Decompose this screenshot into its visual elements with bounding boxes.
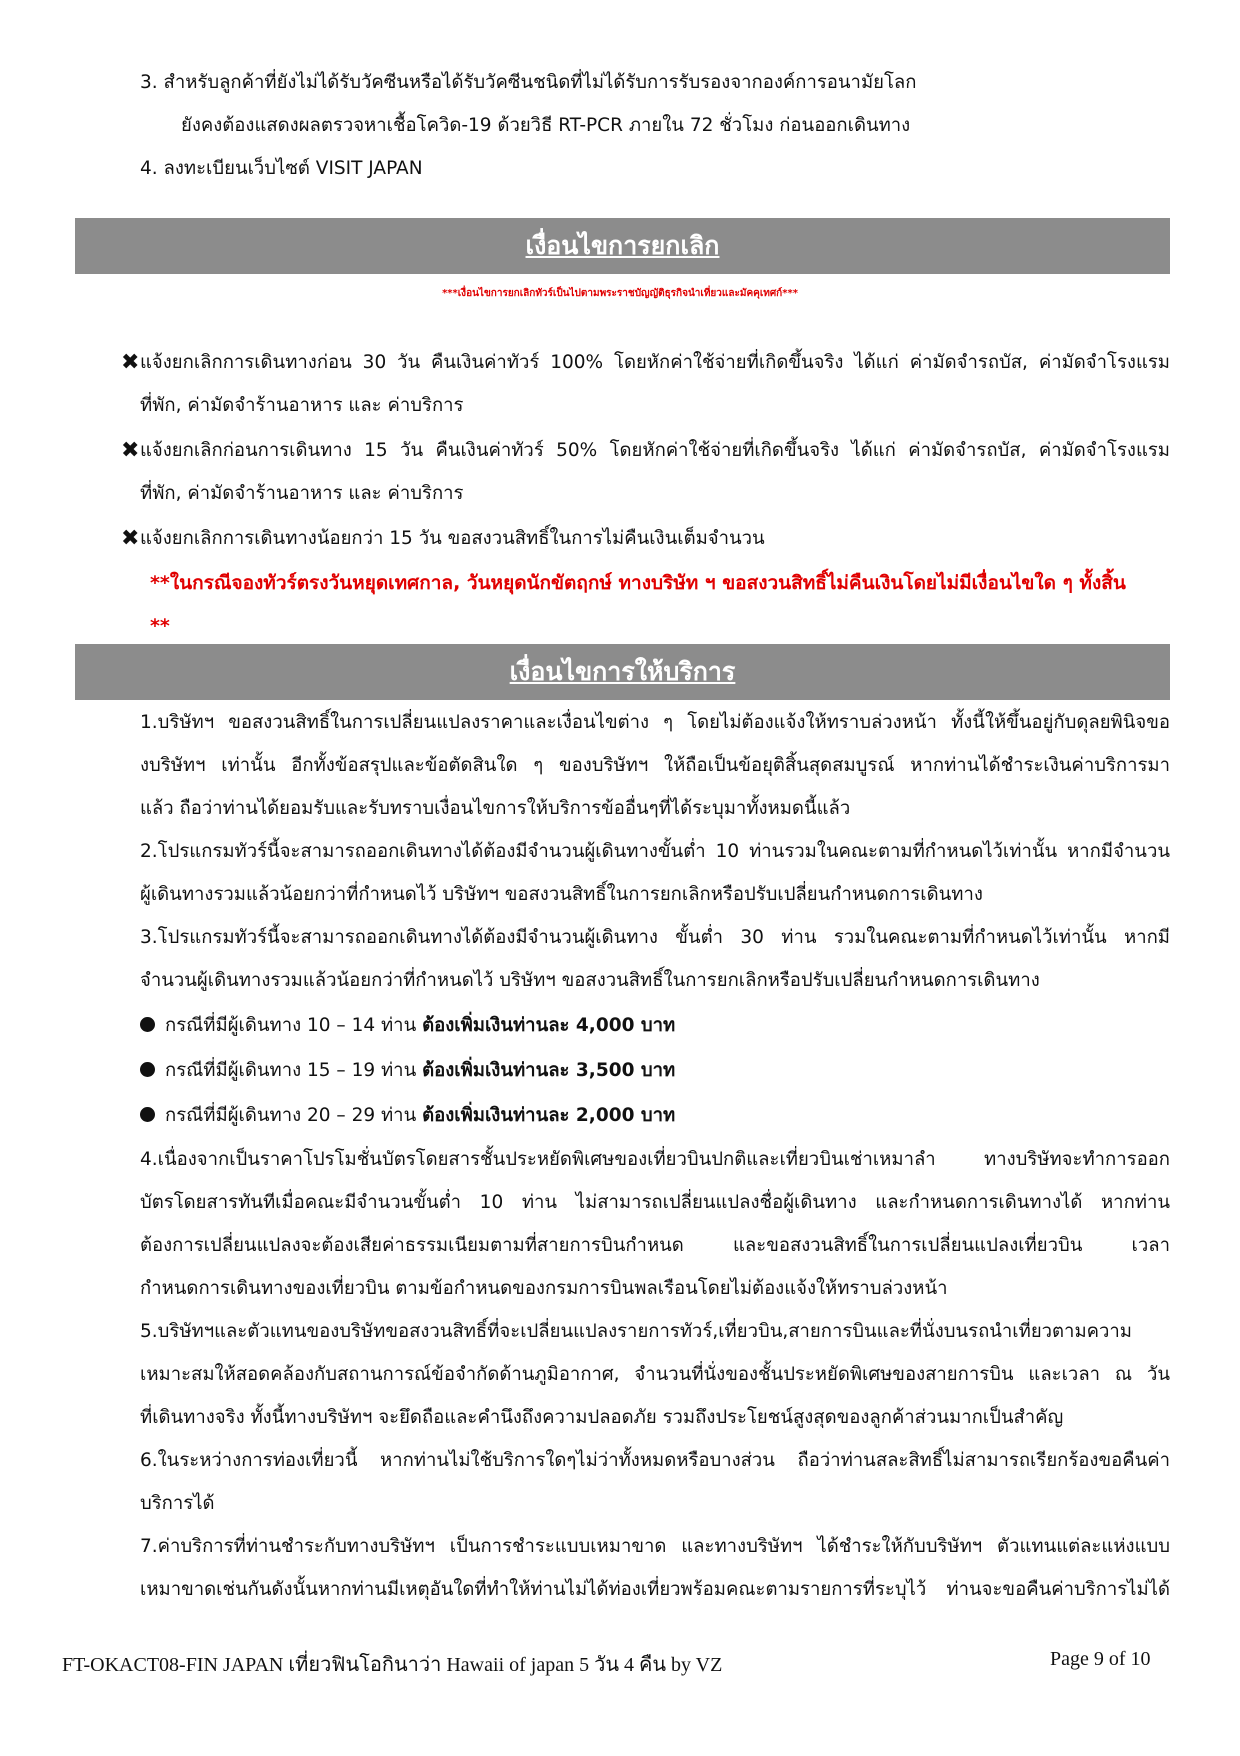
surcharge-amount: ต้องเพิ่มเงินท่านละ 3,500 บาท xyxy=(422,1060,676,1081)
service-para-1-line-3: แล้ว ถือว่าท่านได้ยอมรับและรับทราบเงื่อนไขการให้บริการข้ออื่นๆที่ได้ระบุมาทั้งหมดนี้แล้ว xyxy=(140,798,851,819)
footer-document-title: FT-OKACT08-FIN JAPAN เที่ยวฟินโอกินาว่า Hawaii of japan 5 วัน 4 คืน by VZ xyxy=(62,1654,723,1676)
service-para-1-line-1: 1.บริษัทฯ ขอสงวนสิทธิ์ในการเปลี่ยนแปลงราคาและเงื่อนไขต่าง ๆ โดยไม่ต้องแจ้งให้ทราบล่วงหน้า ทั้งนี้ให้ขึ้นอยู่กับดุลยพินิจขอ xyxy=(140,712,1170,733)
service-heading-bar xyxy=(75,644,1170,700)
service-para-6-line-2: บริการได้ xyxy=(140,1493,215,1514)
holiday-note-continued: ** xyxy=(150,615,170,637)
service-para-7-line-2: เหมาขาดเช่นกันดังนั้นหากท่านมีเหตุอันใดที่ทำให้ท่านไม่ได้ท่องเที่ยวพร้อมคณะตามรายการที่ระบุไว้ ท่านจะขอคืนค่าบริการไม่ได้ xyxy=(140,1579,1170,1600)
service-para-4-line-2: บัตรโดยสารทันทีเมื่อคณะมีจำนวนขั้นต่ำ 10 ท่าน ไม่สามารถเปลี่ยนแปลงชื่อผู้เดินทาง และกำหนดการเดินทางได้ หากท่าน xyxy=(140,1192,1170,1213)
cancellation-heading: เงื่อนไขการยกเลิก xyxy=(525,231,720,260)
cancellation-item-2: แจ้งยกเลิกก่อนการเดินทาง 15 วัน คืนเงินค่าทัวร์ 50% โดยหักค่าใช้จ่ายที่เกิดขึ้นจริง ได้แก่ ค่ามัดจำรถบัส, ค่ามัดจำโรงแรม xyxy=(140,440,1170,461)
service-para-6-line-1: 6.ในระหว่างการท่องเที่ยวนี้ หากท่านไม่ใช้บริการใดๆไม่ว่าทั้งหมดหรือบางส่วน ถือว่าท่านสละสิทธิ์ไม่สามารถเรียกร้องขอคืนค่า xyxy=(140,1450,1170,1471)
holiday-note: **ในกรณีจองทัวร์ตรงวันหยุดเทศกาล, วันหยุดนักขัตฤกษ์ ทางบริษัท ฯ ขอสงวนสิทธิ์ไม่คืนเงินโดยไม่มีเงื่อนไขใด ๆ ทั้งสิ้น xyxy=(150,572,1126,594)
service-para-7-line-1: 7.ค่าบริการที่ท่านชำระกับทางบริษัทฯ เป็นการชำระแบบเหมาขาด และทางบริษัทฯ ได้ชำระให้กับบริษัทฯ ตัวแทนแต่ละแห่งแบบ xyxy=(140,1536,1170,1557)
surcharge-item xyxy=(140,1060,675,1082)
surcharge-item xyxy=(140,1015,675,1037)
cross-mark-icon: ✖ xyxy=(121,526,140,551)
cancellation-item-2-continued: ที่พัก, ค่ามัดจำร้านอาหาร และ ค่าบริการ xyxy=(140,483,464,504)
cancellation-notice: ***เงื่อนไขการยกเลิกทัวร์เป็นไปตามพระราชบัญญัติธุรกิจนำเที่ยวและมัคคุเทศก์*** xyxy=(442,288,798,299)
service-para-2-line-2: ผู้เดินทางรวมแล้วน้อยกว่าที่กำหนดไว้ บริษัทฯ ขอสงวนสิทธิ์ในการยกเลิกหรือปรับเปลี่ยนกำหนดการเดินทาง xyxy=(140,884,983,905)
cancellation-heading-bar xyxy=(75,218,1170,274)
service-para-4-line-4: กำหนดการเดินทางของเที่ยวบิน ตามข้อกำหนดของกรมการบินพลเรือนโดยไม่ต้องแจ้งให้ทราบล่วงหน้า xyxy=(140,1278,948,1299)
service-para-2-line-1: 2.โปรแกรมทัวร์นี้จะสามารถออกเดินทางได้ต้องมีจำนวนผู้เดินทางขั้นต่ำ 10 ท่านรวมในคณะตามที่กำหนดไว้เท่านั้น หากมีจำนวน xyxy=(140,841,1170,862)
service-para-1-line-2: งบริษัทฯ เท่านั้น อีกทั้งข้อสรุปและข้อตัดสินใด ๆ ของบริษัทฯ ให้ถือเป็นข้อยุติสิ้นสุดสมบูรณ์ หากท่านได้ชำระเงินค่าบริการมา xyxy=(140,755,1170,776)
service-para-4-line-3: ต้องการเปลี่ยนแปลงจะต้องเสียค่าธรรมเนียมตามที่สายการบินกำหนด และขอสงวนสิทธิ์ในการเปลี่ยนแปลงเที่ยวบิน เวลา xyxy=(140,1235,1170,1256)
surcharge-item xyxy=(140,1105,675,1127)
requirement-item-4: 4. ลงทะเบียนเว็บไซต์ VISIT JAPAN xyxy=(140,158,423,179)
cancellation-item-1-continued: ที่พัก, ค่ามัดจำร้านอาหาร และ ค่าบริการ xyxy=(140,395,464,416)
surcharge-range: กรณีที่มีผู้เดินทาง 10 – 14 ท่าน xyxy=(165,1015,417,1036)
requirement-item-3-continued: ยังคงต้องแสดงผลตรวจหาเชื้อโควิด-19 ด้วยวิธี RT-PCR ภายใน 72 ชั่วโมง ก่อนออกเดินทาง xyxy=(181,115,911,136)
service-para-5-line-1: 5.บริษัทฯและตัวแทนของบริษัทขอสงวนสิทธิ์ที่จะเปลี่ยนแปลงรายการทัวร์,เที่ยวบิน,สายการบินและที่นั่งบนรถนำเที่ยวตามความ xyxy=(140,1321,1132,1342)
service-para-5-line-3: ที่เดินทางจริง ทั้งนี้ทางบริษัทฯ จะยึดถือและคำนึงถึงความปลอดภัย รวมถึงประโยชน์สูงสุดของลูกค้าส่วนมากเป็นสำคัญ xyxy=(140,1407,1064,1428)
cancellation-item-3: แจ้งยกเลิกการเดินทางน้อยกว่า 15 วัน ขอสงวนสิทธิ์ในการไม่คืนเงินเต็มจำนวน xyxy=(140,528,765,549)
footer-page-number: Page 9 of 10 xyxy=(1050,1648,1151,1670)
cross-mark-icon: ✖ xyxy=(121,350,140,375)
surcharge-amount: ต้องเพิ่มเงินท่านละ 4,000 บาท xyxy=(422,1015,676,1036)
bullet-icon xyxy=(140,1062,155,1077)
bullet-icon xyxy=(140,1107,155,1122)
service-para-5-line-2: เหมาะสมให้สอดคล้องกับสถานการณ์ข้อจำกัดด้านภูมิอากาศ, จำนวนที่นั่งของชั้นประหยัดพิเศษของสายการบิน และเวลา ณ วัน xyxy=(140,1364,1170,1385)
surcharge-range: กรณีที่มีผู้เดินทาง 15 – 19 ท่าน xyxy=(165,1060,417,1081)
requirement-item-3: 3. สำหรับลูกค้าที่ยังไม่ได้รับวัคซีนหรือได้รับวัคซีนชนิดที่ไม่ได้รับการรับรองจากองค์การอนามัยโลก xyxy=(140,72,917,93)
cross-mark-icon: ✖ xyxy=(121,438,140,463)
service-heading: เงื่อนไขการให้บริการ xyxy=(509,657,736,686)
service-para-4-line-1: 4.เนื่องจากเป็นราคาโปรโมชั่นบัตรโดยสารชั้นประหยัดพิเศษของเที่ยวบินปกติและเที่ยวบินเช่าเหมาลำ ทางบริษัทจะทำการออก xyxy=(140,1149,1170,1170)
bullet-icon xyxy=(140,1017,155,1032)
service-para-3-line-1: 3.โปรแกรมทัวร์นี้จะสามารถออกเดินทางได้ต้องมีจำนวนผู้เดินทาง ขั้นต่ำ 30 ท่าน รวมในคณะตามที่กำหนดไว้เท่านั้น หากมี xyxy=(140,927,1170,948)
cancellation-item-1: แจ้งยกเลิกการเดินทางก่อน 30 วัน คืนเงินค่าทัวร์ 100% โดยหักค่าใช้จ่ายที่เกิดขึ้นจริง ได้แก่ ค่ามัดจำรถบัส, ค่ามัดจำโรงแรม xyxy=(140,352,1170,373)
service-para-3-line-2: จำนวนผู้เดินทางรวมแล้วน้อยกว่าที่กำหนดไว้ บริษัทฯ ขอสงวนสิทธิ์ในการยกเลิกหรือปรับเปลี่ยนกำหนดการเดินทาง xyxy=(140,970,1040,991)
surcharge-range: กรณีที่มีผู้เดินทาง 20 – 29 ท่าน xyxy=(165,1105,417,1126)
surcharge-amount: ต้องเพิ่มเงินท่านละ 2,000 บาท xyxy=(422,1105,676,1126)
